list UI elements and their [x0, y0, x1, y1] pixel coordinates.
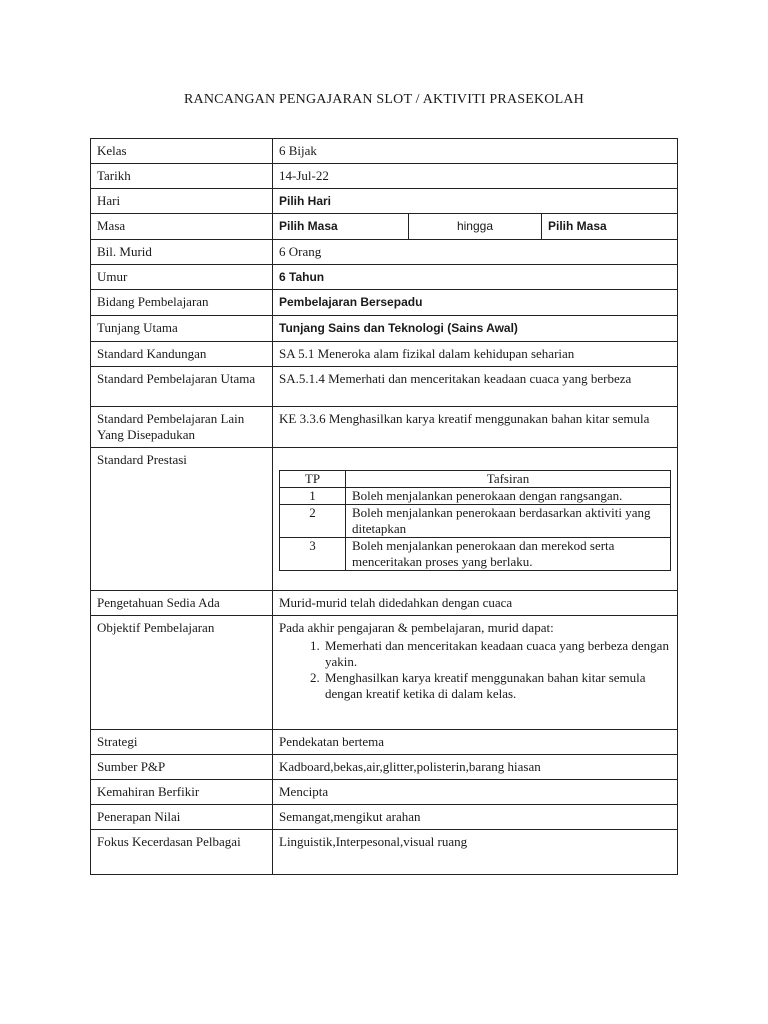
tunjang-dropdown[interactable]: Tunjang Sains dan Teknologi (Sains Awal): [273, 316, 678, 342]
value-fokus[interactable]: Linguistik,Interpesonal,visual ruang: [273, 830, 678, 875]
label-nilai: Penerapan Nilai: [91, 805, 273, 830]
label-std-pembelajaran: Standard Pembelajaran Utama: [91, 367, 273, 407]
prestasi-tp: 1: [280, 488, 346, 505]
row-sumber: [91, 755, 678, 780]
prestasi-row: [280, 505, 671, 538]
row-kemahiran: [91, 780, 678, 805]
document-title: RANCANGAN PENGAJARAN SLOT / AKTIVITI PRASEKOLAH: [184, 92, 584, 107]
prestasi-table: [279, 470, 671, 571]
std-prestasi-cell: [273, 448, 678, 591]
objektif-list: [279, 638, 671, 702]
label-masa: Masa: [91, 214, 273, 240]
masa-to-dropdown[interactable]: Pilih Masa: [548, 219, 607, 233]
label-fokus: Fokus Kecerdasan Pelbagai: [91, 830, 273, 875]
prestasi-text: Boleh menjalankan penerokaan berdasarkan aktiviti yang ditetapkan: [346, 505, 671, 538]
value-kelas[interactable]: 6 Bijak: [273, 139, 678, 164]
objektif-cell[interactable]: [273, 616, 678, 730]
row-std-lain: [91, 407, 678, 448]
objektif-item: 2. Menghasilkan karya kreatif menggunakan bahan kitar semula dengan kreatif ketika di dalam kelas.: [323, 670, 671, 702]
value-std-kandungan[interactable]: SA 5.1 Meneroka alam fizikal dalam kehidupan seharian: [273, 342, 678, 367]
lesson-plan-table: [90, 138, 678, 875]
row-std-pembelajaran: [91, 367, 678, 407]
value-tarikh[interactable]: 14-Jul-22: [273, 164, 678, 189]
label-strategi: Strategi: [91, 730, 273, 755]
masa-range: [273, 214, 677, 239]
label-umur: Umur: [91, 265, 273, 290]
prestasi-tp: 3: [280, 538, 346, 571]
value-kemahiran[interactable]: Mencipta: [273, 780, 678, 805]
prestasi-header-tp: TP: [280, 471, 346, 488]
row-tunjang: [91, 316, 678, 342]
prestasi-header-tafsiran: Tafsiran: [346, 471, 671, 488]
prestasi-text: Boleh menjalankan penerokaan dan merekod serta menceritakan proses yang berlaku.: [346, 538, 671, 571]
label-bil-murid: Bil. Murid: [91, 240, 273, 265]
row-objektif: [91, 616, 678, 730]
row-nilai: [91, 805, 678, 830]
row-hari: [91, 189, 678, 214]
row-tarikh: [91, 164, 678, 189]
row-std-prestasi: [91, 448, 678, 591]
label-tunjang: Tunjang Utama: [91, 316, 273, 342]
masa-cell: [273, 214, 678, 240]
row-strategi: [91, 730, 678, 755]
label-objektif: Objektif Pembelajaran: [91, 616, 273, 730]
label-std-prestasi: Standard Prestasi: [91, 448, 273, 591]
value-bil-murid[interactable]: 6 Orang: [273, 240, 678, 265]
label-std-lain: Standard Pembelajaran Lain Yang Disepadukan: [91, 407, 273, 448]
label-tarikh: Tarikh: [91, 164, 273, 189]
prestasi-row: [280, 488, 671, 505]
row-pengetahuan: [91, 591, 678, 616]
label-bidang: Bidang Pembelajaran: [91, 290, 273, 316]
prestasi-text: Boleh menjalankan penerokaan dengan rangsangan.: [346, 488, 671, 505]
row-fokus: [91, 830, 678, 875]
row-umur: [91, 265, 678, 290]
masa-from-dropdown[interactable]: Pilih Masa: [273, 214, 409, 239]
prestasi-row: [280, 538, 671, 571]
objektif-intro: Pada akhir pengajaran & pembelajaran, murid dapat:: [279, 620, 554, 635]
objektif-item: 1. Memerhati dan menceritakan keadaan cuaca yang berbeza dengan yakin.: [323, 638, 671, 670]
label-pengetahuan: Pengetahuan Sedia Ada: [91, 591, 273, 616]
row-masa: [91, 214, 678, 240]
value-std-pembelajaran[interactable]: SA.5.1.4 Memerhati dan menceritakan keadaan cuaca yang berbeza: [273, 367, 678, 407]
bidang-dropdown[interactable]: Pembelajaran Bersepadu: [273, 290, 678, 316]
row-bidang: [91, 290, 678, 316]
label-kemahiran: Kemahiran Berfikir: [91, 780, 273, 805]
value-sumber[interactable]: Kadboard,bekas,air,glitter,polisterin,barang hiasan: [273, 755, 678, 780]
masa-separator: hingga: [409, 214, 542, 239]
prestasi-tp: 2: [280, 505, 346, 538]
label-sumber: Sumber P&P: [91, 755, 273, 780]
label-hari: Hari: [91, 189, 273, 214]
label-kelas: Kelas: [91, 139, 273, 164]
value-nilai[interactable]: Semangat,mengikut arahan: [273, 805, 678, 830]
row-std-kandungan: [91, 342, 678, 367]
value-std-lain[interactable]: KE 3.3.6 Menghasilkan karya kreatif menggunakan bahan kitar semula: [273, 407, 678, 448]
label-std-kandungan: Standard Kandungan: [91, 342, 273, 367]
row-bil-murid: [91, 240, 678, 265]
umur-dropdown[interactable]: 6 Tahun: [273, 265, 678, 290]
value-pengetahuan[interactable]: Murid-murid telah didedahkan dengan cuaca: [273, 591, 678, 616]
hari-dropdown[interactable]: Pilih Hari: [273, 189, 678, 214]
value-strategi[interactable]: Pendekatan bertema: [273, 730, 678, 755]
row-kelas: [91, 139, 678, 164]
